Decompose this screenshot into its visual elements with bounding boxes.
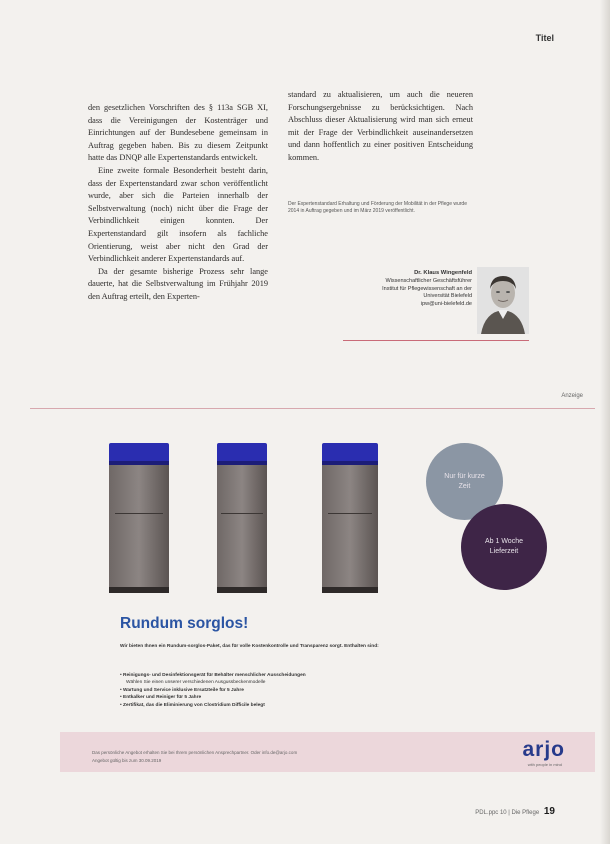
author-portrait <box>477 267 529 334</box>
list-item: • Zertifikat, das die Eliminierung von Clostridium Difficile belegt <box>120 702 265 708</box>
list-item: Wählen Sie einen unserer verschiedenen Ausgussbeckenmodelle <box>126 680 266 686</box>
page-edge-shadow <box>600 0 610 844</box>
page-number: 19 <box>543 806 555 817</box>
offer-badge-text: Ab 1 Woche Lieferzeit <box>484 538 523 555</box>
section-title: Titel <box>535 33 554 43</box>
ad-footer-text <box>92 749 452 765</box>
author-box <box>343 267 529 341</box>
article-paragraph: den gesetzlichen Vorschriften des § 113a SGB XI, dass die Vereinigungen der Kostenträger und Einrichtungen auf der Bundesebene gemeinsam in Auftrag gegeben haben. Bis zu diesem Zeitpunkt hatte das DNQP alle Expertenstandards entwickelt. <box>88 103 268 163</box>
ad-footer-line: Das persönliche Angebot erhalten Sie bei Ihrem persönlichen Ansprechpartner. Oder info.de@arjo.com <box>92 750 298 755</box>
article-footnote: Der Expertenstandard Erhaltung und Förderung der Mobilität in der Pflege wurde 2014 in Auftrag gegeben und im März 2019 veröffentlicht. <box>288 201 467 214</box>
author-institute: Institut für Pflegewissenschaft an der <box>382 285 472 292</box>
offer-badge-text: Nur für kurze Zeit <box>444 472 485 490</box>
ad-intro-text: Wir bieten Ihnen ein Rundum-sorglos-Paket, das für volle Kostenkontrolle und Transparenz sorgt. Enthalten sind: <box>120 644 379 649</box>
list-item: • Wartung und Service inklusive Ersatzteile für 5 Jahre <box>120 687 244 693</box>
article-column-right <box>288 89 473 165</box>
product-image <box>107 443 171 598</box>
advertisement-label: Anzeige <box>561 393 583 399</box>
divider-rule <box>30 408 595 409</box>
author-university: Universität Bielefeld <box>423 293 472 300</box>
author-role: Wissenschaftlicher Geschäftsführer <box>385 277 472 284</box>
article-paragraph: Eine zweite formale Besonderheit besteht darin, dass der Expertenstandard zwar schon veröffentlicht wurde, aber sich die Parteien innerhalb der Selbstverwaltung (noch) nicht über die Frage der Verbindlichkeit einigen konnten. Der Expertenstandard gilt insofern als fachliche Orientierung, weist aber nicht den Grad der Verbindlichkeit anderer Expertenstandards auf. <box>88 165 268 264</box>
brand-tagline: with people in mind <box>527 762 562 767</box>
ad-feature-list <box>120 672 460 709</box>
author-info <box>382 270 472 309</box>
author-name: Dr. Klaus Wingenfeld <box>414 270 472 276</box>
article-paragraph: Da der gesamte bisherige Prozess sehr lange dauerte, hat die Selbstverwaltung im Frühjahr 2019 den Auftrag erteilt, den Experten- <box>88 266 268 301</box>
folio-text: PDL.ppc 10 | Die Pflege <box>475 810 540 816</box>
list-item: • Entkalker und Reiniger für 5 Jahre <box>120 695 202 701</box>
ad-headline: Rundum sorglos! <box>120 615 249 632</box>
offer-badge-delivery <box>461 504 547 590</box>
ad-footer-line: Angebot gültig bis zum 30.09.2019 <box>92 758 162 763</box>
page-folio <box>475 806 555 817</box>
product-image <box>320 443 380 598</box>
ad-footer-bar <box>60 732 595 772</box>
article-paragraph: standard zu aktualisieren, um auch die neueren Forschungsergebnisse zu berücksichtigen. Nach Abschluss dieser Aktualisierung wird man sich erneut mit der Frage der Verbindlichkeit auseinandersetzen und dann hoffentlich zu einer positiven Entscheidung kommen. <box>288 90 473 162</box>
ad-intro <box>120 643 480 650</box>
brand-logo: arjo <box>522 738 565 761</box>
author-email: ipw@uni-bielefeld.de <box>420 301 472 308</box>
article-column-left <box>88 102 268 304</box>
product-image <box>215 443 269 598</box>
list-item: • Reinigungs- und Desinfektionsgerät für Behälter menschlicher Ausscheidungen <box>120 673 306 678</box>
